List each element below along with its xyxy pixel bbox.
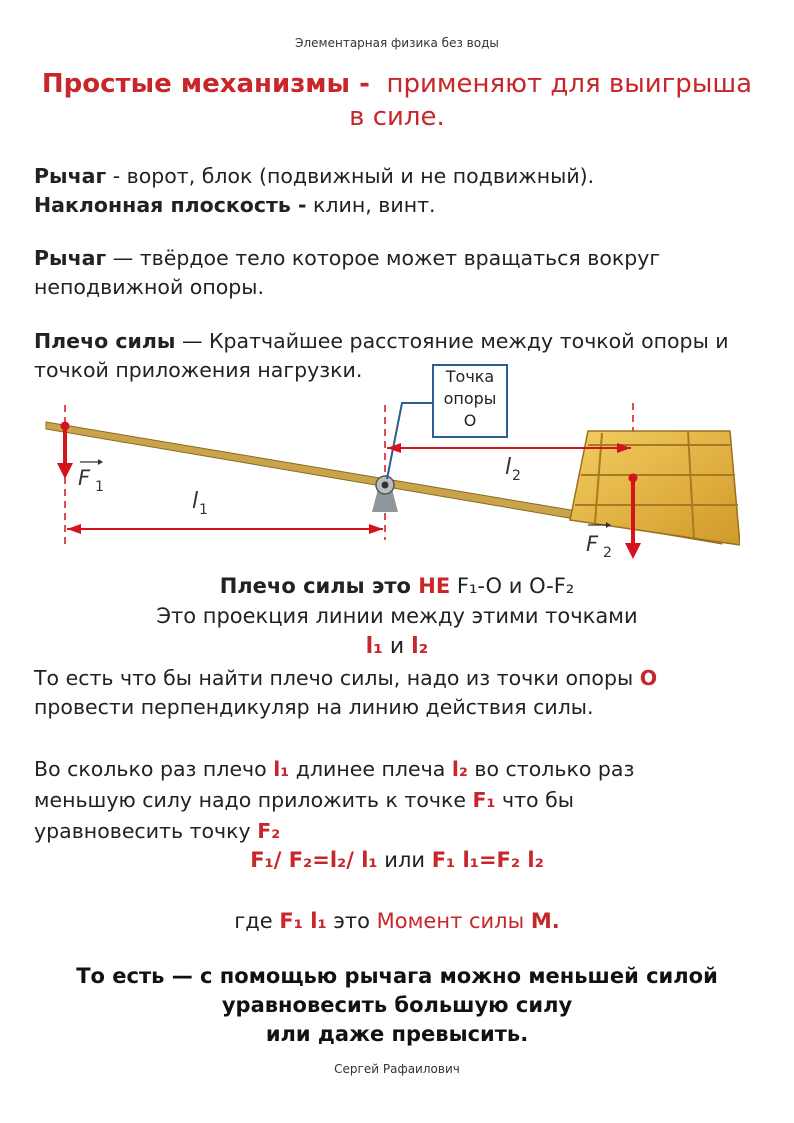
moment-is: это <box>326 909 377 933</box>
page-footer: Сергей Рафаилович <box>334 1062 460 1076</box>
ratio-l2: l₂ <box>451 757 468 781</box>
conclusion-line-2: уравновесить большую силу <box>221 993 573 1017</box>
arm-is-prefix: Плечо силы это <box>219 574 419 598</box>
moment-where: где <box>234 909 280 933</box>
def-term-lever: Рычаг <box>34 164 107 188</box>
l1-dimension-arrow <box>67 524 383 534</box>
moment-symbol: M. <box>530 909 560 933</box>
f1-label-sub: 1 <box>95 479 104 495</box>
moment-line <box>0 906 794 936</box>
projection-line: Это проекция линии между этими точками <box>156 604 638 628</box>
conclusion-line-3: или даже превысить. <box>265 1022 529 1046</box>
l1-label: l <box>192 489 199 514</box>
l2-label: l <box>505 455 512 480</box>
title-bold: Простые механизмы - <box>41 69 370 99</box>
find-arm-paragraph <box>34 664 657 722</box>
lever-text: — твёрдое тело которое может вращаться вокруг <box>106 246 661 270</box>
def-text-plane: клин, винт. <box>306 193 436 217</box>
ratio-f1: F₁ <box>472 788 496 812</box>
moment-fl: F₁ l₁ <box>279 909 327 933</box>
definitions-block <box>34 162 594 220</box>
l1-l2-line <box>0 632 794 662</box>
moment-word: Момент силы <box>376 909 531 933</box>
ratio-text-6: уравновесить точку <box>34 819 258 843</box>
arm-term: Плечо силы <box>34 329 176 353</box>
ratio-f2: F₂ <box>257 819 281 843</box>
f2-label-sub: 2 <box>603 545 612 561</box>
arm-text: — Кратчайшее расстояние между точкой опоры и <box>175 329 729 353</box>
f2-label: F <box>586 532 599 556</box>
def-text-lever: - ворот, блок (подвижный и не подвижный). <box>106 164 595 188</box>
lever-definition <box>34 244 660 302</box>
def-term-plane: Наклонная плоскость - <box>34 193 307 217</box>
arm-is-line <box>0 571 794 601</box>
page-header: Элементарная физика без воды <box>295 36 499 50</box>
l1-symbol: l₁ <box>365 634 383 659</box>
formula-left: F₁/ F₂=l₂/ l₁ <box>250 848 378 872</box>
page-title <box>30 68 764 134</box>
arm-definition <box>34 327 729 385</box>
lever-term: Рычаг <box>34 246 107 270</box>
l1-label-sub: 1 <box>199 502 208 518</box>
find-arm-text-1: То есть что бы найти плечо силы, надо из точки опоры <box>34 666 640 690</box>
formula-right: F₁ l₁=F₂ l₂ <box>431 848 544 872</box>
ratio-l1: l₁ <box>273 757 290 781</box>
arm-is-ne: НЕ <box>418 574 451 598</box>
title-rest-1: применяют для выигрыша <box>386 69 753 99</box>
lever-diagram <box>40 395 740 570</box>
pivot-o-symbol: O <box>639 666 658 690</box>
l2-symbol: l₂ <box>411 634 429 659</box>
callout-line-2: опоры <box>443 389 497 408</box>
f1-label: F <box>78 466 91 490</box>
formula-line <box>0 845 794 875</box>
ratio-text-2: длинее плеча <box>289 757 452 781</box>
callout-line-1: Точка <box>445 367 495 386</box>
pivot-callout-box <box>432 364 508 438</box>
conclusion-line-1: То есть — с помощью рычага можно меньшей силой <box>76 964 718 988</box>
callout-pointer <box>387 403 432 479</box>
ratio-paragraph <box>34 754 634 847</box>
ratio-text-3: во столько раз <box>467 757 635 781</box>
ratio-text-4: меньшую силу надо приложить к точке <box>34 788 473 812</box>
l2-label-sub: 2 <box>512 468 521 484</box>
find-arm-text-2: провести перпендикуляр на линию действия силы. <box>34 695 594 719</box>
lever-text-2: неподвижной опоры. <box>34 275 264 299</box>
arm-is-suffix: F₁-O и O-F₂ <box>450 574 575 598</box>
arm-text-2: точкой приложения нагрузки. <box>34 358 363 382</box>
and-word: и <box>382 634 412 659</box>
ratio-text-5: что бы <box>495 788 574 812</box>
ratio-text-1: Во сколько раз плечо <box>34 757 274 781</box>
title-rest-2: в силе. <box>349 102 445 132</box>
formula-or: или <box>377 848 432 872</box>
conclusion <box>0 962 794 1049</box>
callout-line-3: О <box>463 411 477 430</box>
